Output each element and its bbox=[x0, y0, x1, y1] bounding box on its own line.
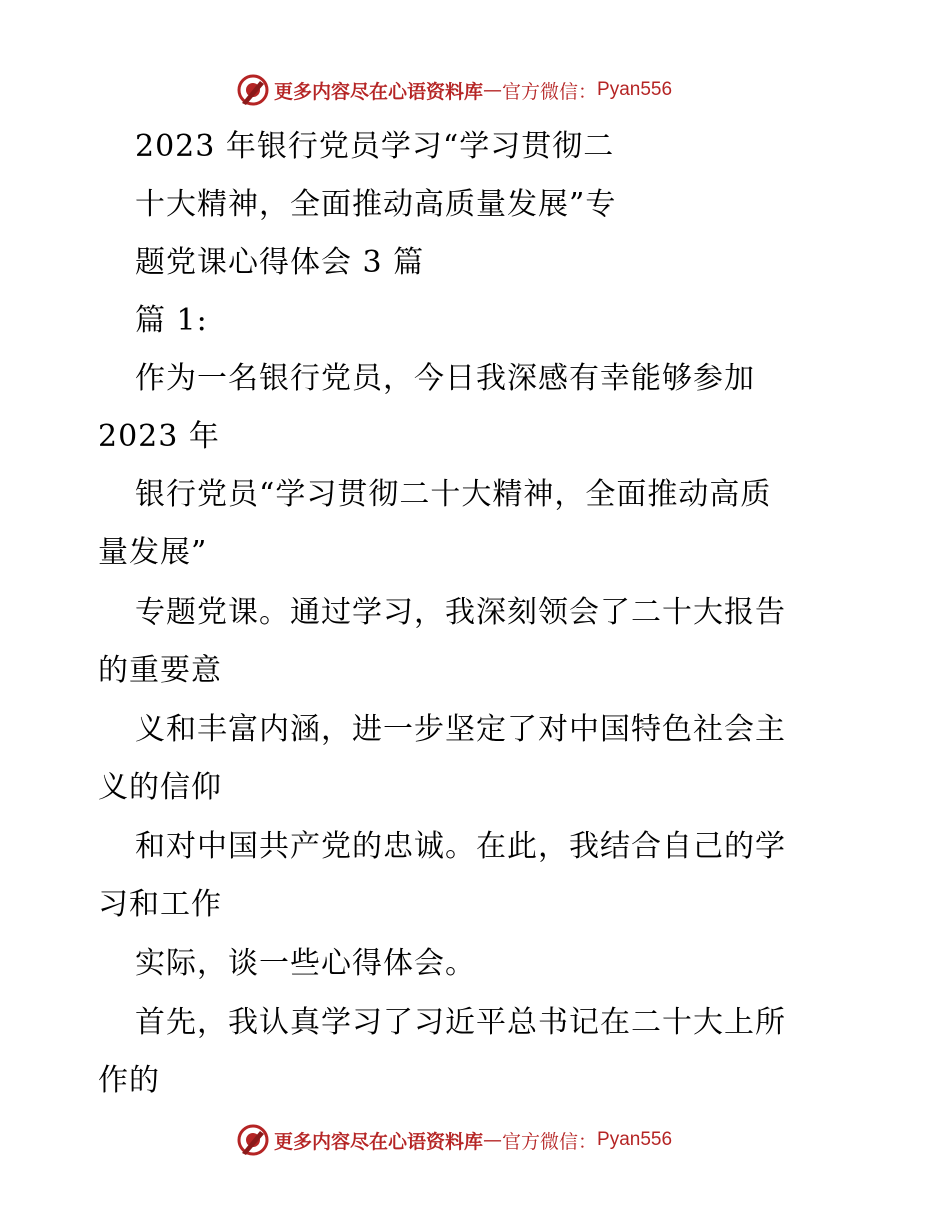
paragraph-line: 实际，谈一些心得体会。 bbox=[135, 946, 476, 981]
paragraph-line: 义的信仰 bbox=[98, 770, 222, 805]
pen-logo-icon bbox=[236, 1123, 270, 1157]
watermark-separator: — bbox=[483, 1129, 503, 1151]
paragraph-line: 量发展” bbox=[98, 535, 208, 570]
paragraph-line: 2023 年 bbox=[98, 419, 220, 454]
watermark-wechat-label: 官方微信： bbox=[502, 80, 598, 103]
paragraph-line: 银行党员“学习贯彻二十大精神，全面推动高质 bbox=[135, 477, 772, 512]
title-line-3: 题党课心得体会 3 篇 bbox=[135, 245, 425, 280]
paragraph-line: 的重要意 bbox=[98, 653, 222, 688]
watermark-brand: 更多内容尽在心语资料库 bbox=[274, 1130, 484, 1153]
header-watermark bbox=[236, 73, 672, 107]
paragraph-line: 首先，我认真学习了习近平总书记在二十大上所 bbox=[135, 1005, 786, 1040]
footer-watermark bbox=[236, 1123, 672, 1157]
section-heading: 篇 1: bbox=[135, 303, 208, 338]
watermark-wechat-label: 官方微信： bbox=[502, 1130, 598, 1153]
pen-logo-icon bbox=[236, 73, 270, 107]
paragraph-line: 义和丰富内涵，进一步坚定了对中国特色社会主 bbox=[135, 712, 786, 747]
watermark-wechat-id: Pyan556 bbox=[597, 1129, 673, 1150]
paragraph-line: 习和工作 bbox=[98, 887, 222, 922]
watermark-wechat-id: Pyan556 bbox=[597, 79, 673, 100]
paragraph-line: 专题党课。通过学习，我深刻领会了二十大报告 bbox=[135, 595, 786, 630]
watermark-separator: — bbox=[483, 79, 503, 101]
watermark-brand: 更多内容尽在心语资料库 bbox=[274, 80, 484, 103]
paragraph-line: 作为一名银行党员，今日我深感有幸能够参加 bbox=[135, 361, 755, 396]
title-line-1: 2023 年银行党员学习“学习贯彻二 bbox=[135, 129, 615, 164]
paragraph-line: 和对中国共产党的忠诚。在此，我结合自己的学 bbox=[135, 829, 786, 864]
title-line-2: 十大精神，全面推动高质量发展”专 bbox=[135, 187, 617, 222]
paragraph-line: 作的 bbox=[98, 1063, 160, 1098]
